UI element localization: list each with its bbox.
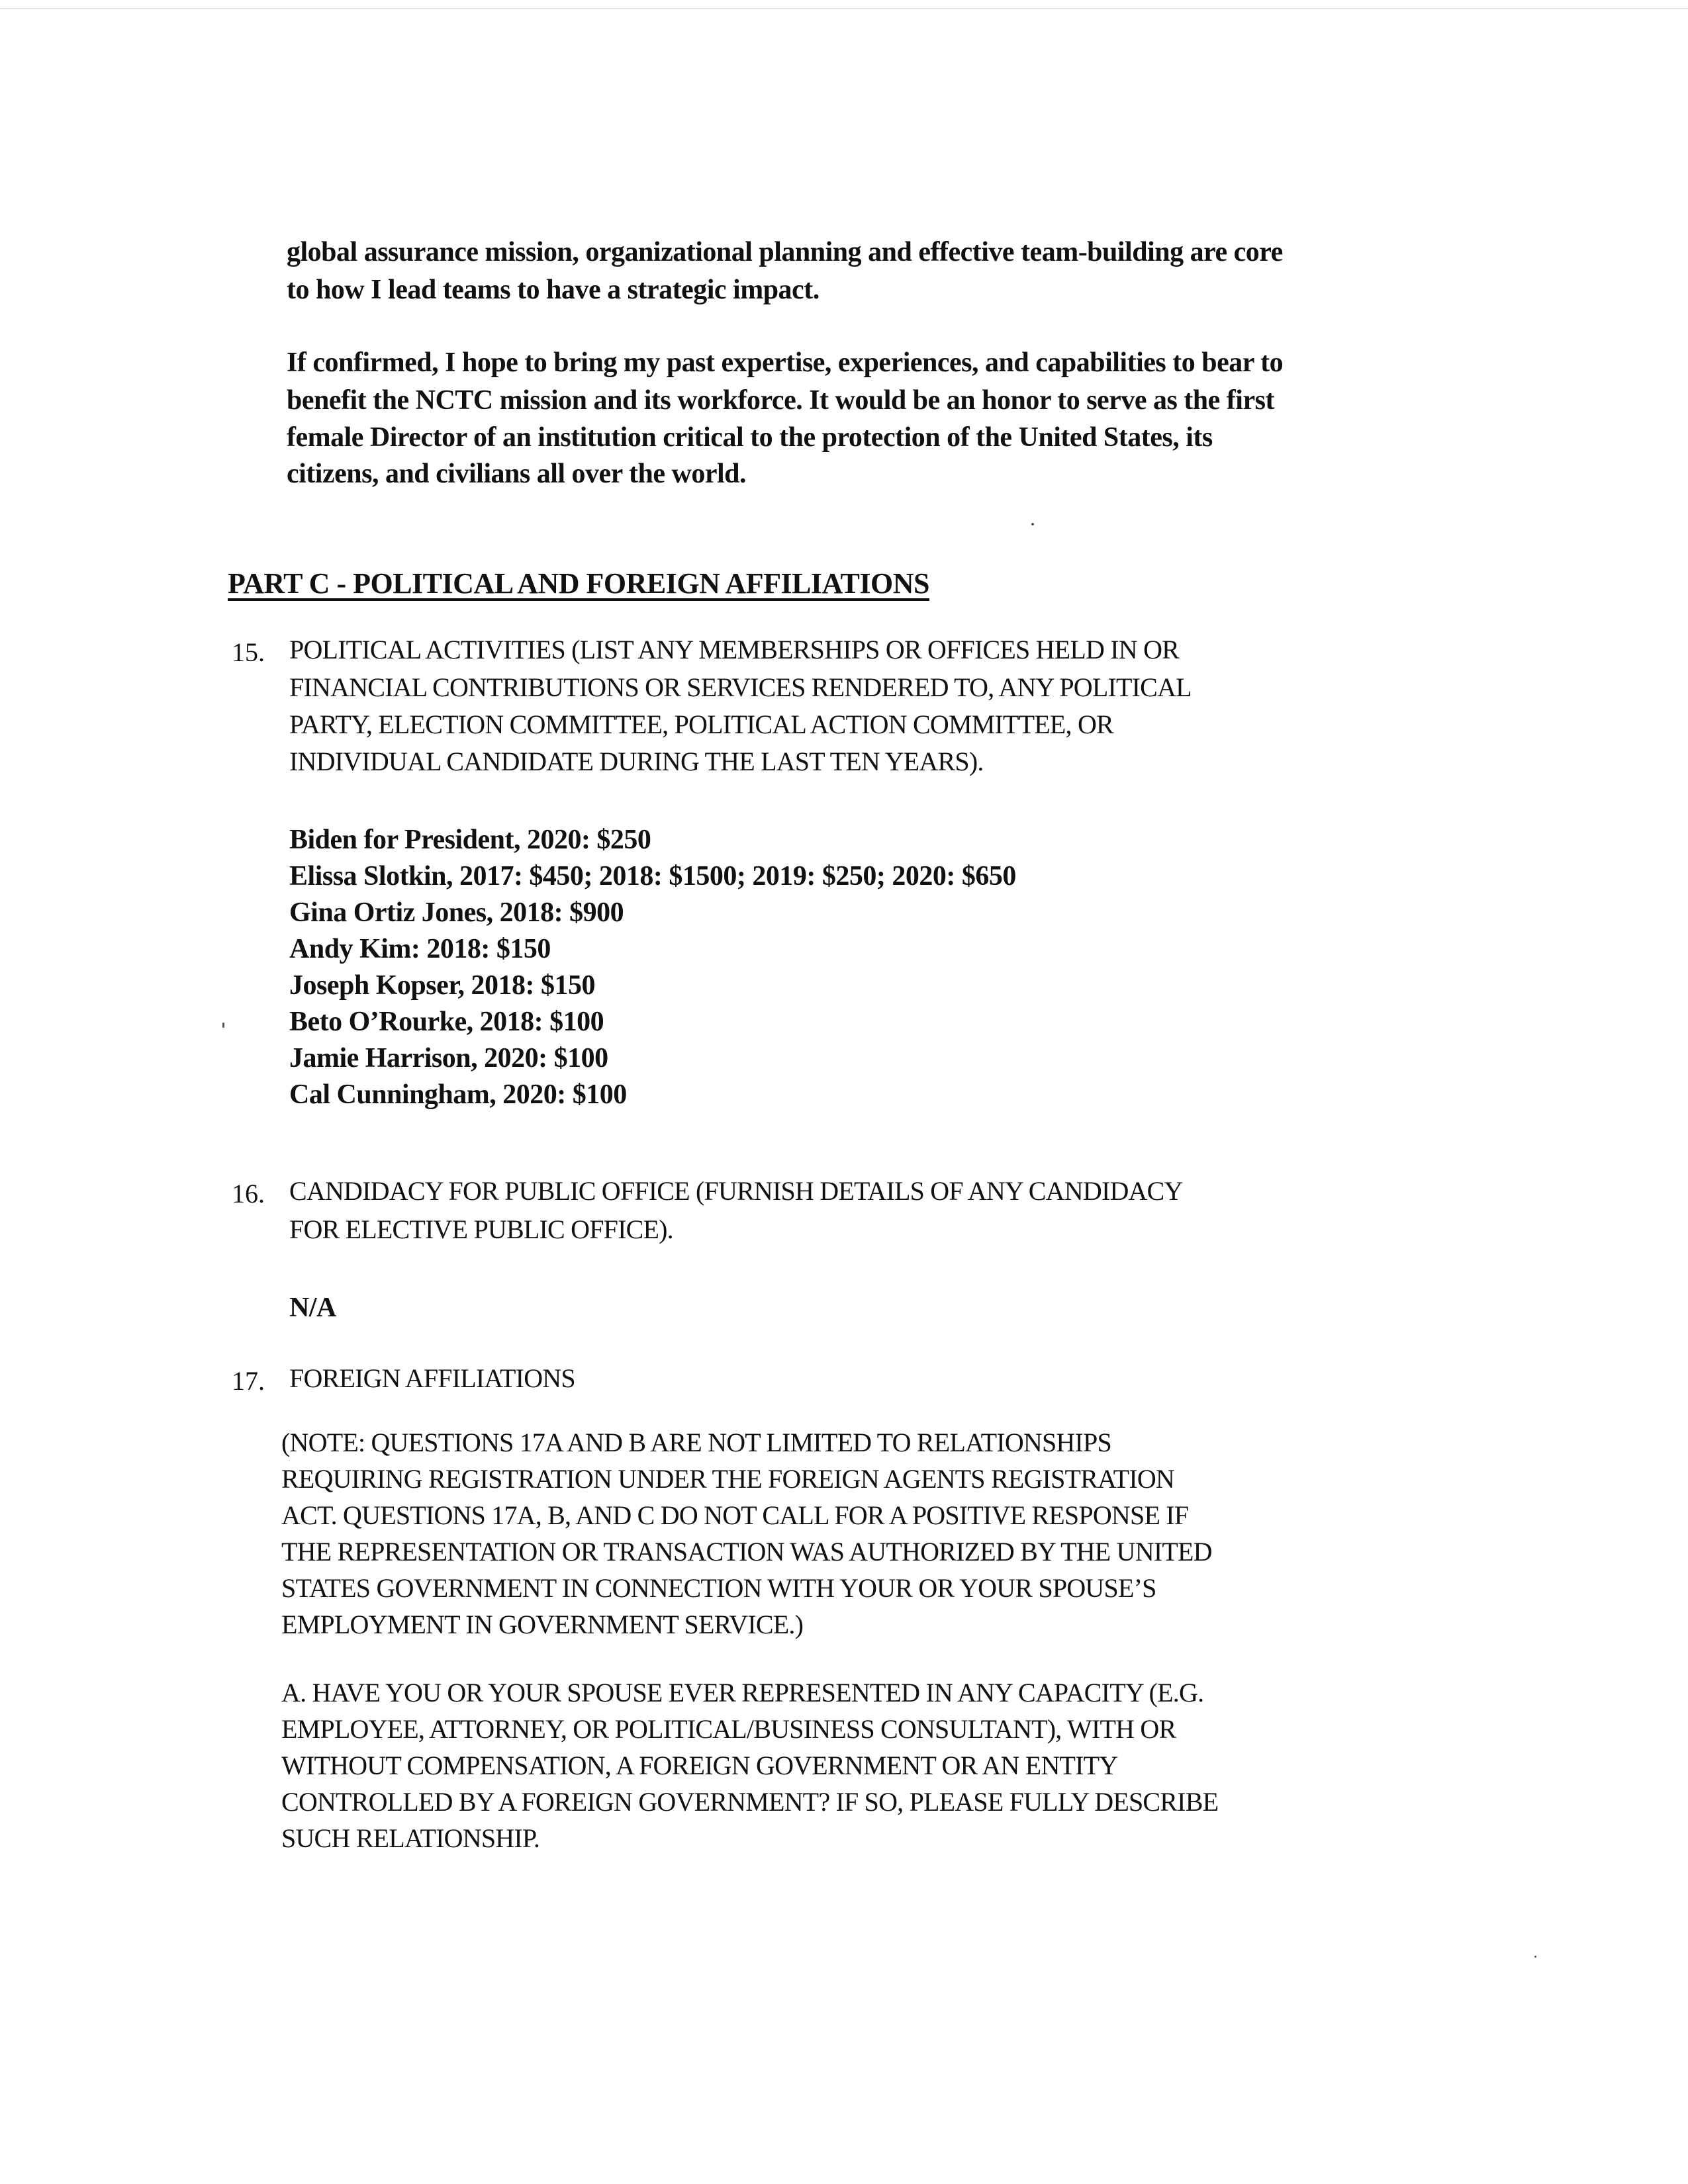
question-line: FOR ELECTIVE PUBLIC OFFICE).	[289, 1214, 673, 1244]
contribution-item: Beto O’Rourke, 2018: $100	[289, 1007, 604, 1037]
contribution-item: Gina Ortiz Jones, 2018: $900	[289, 897, 624, 928]
contribution-item: Jamie Harrison, 2020: $100	[289, 1043, 608, 1073]
scan-speck	[222, 1023, 224, 1028]
subquestion-line: WITHOUT COMPENSATION, A FOREIGN GOVERNMENT OR AN ENTITY	[281, 1751, 1118, 1780]
paragraph-line: benefit the NCTC mission and its workforce. It would be an honor to serve as the first	[287, 385, 1274, 416]
subquestion-line: EMPLOYEE, ATTORNEY, OR POLITICAL/BUSINESS CONSULTANT), WITH OR	[281, 1714, 1176, 1744]
subquestion-line: CONTROLLED BY A FOREIGN GOVERNMENT? IF SO, PLEASE FULLY DESCRIBE	[281, 1787, 1219, 1817]
question-title: FOREIGN AFFILIATIONS	[289, 1363, 575, 1393]
paragraph-line: citizens, and civilians all over the world.	[287, 459, 747, 489]
paragraph-line: If confirmed, I hope to bring my past expertise, experiences, and capabilities to bear to	[287, 347, 1284, 378]
contribution-item: Cal Cunningham, 2020: $100	[289, 1079, 627, 1110]
answer-text: N/A	[289, 1293, 336, 1323]
note-line: THE REPRESENTATION OR TRANSACTION WAS AUTHORIZED BY THE UNITED	[281, 1537, 1212, 1567]
scan-speck	[1031, 523, 1034, 525]
question-line: PARTY, ELECTION COMMITTEE, POLITICAL ACTION COMMITTEE, OR	[289, 709, 1113, 739]
question-number: 17.	[232, 1366, 265, 1396]
note-line: STATES GOVERNMENT IN CONNECTION WITH YOUR OR YOUR SPOUSE’S	[281, 1573, 1156, 1603]
subquestion-line: A. HAVE YOU OR YOUR SPOUSE EVER REPRESENTED IN ANY CAPACITY (E.G.	[281, 1678, 1204, 1707]
note-line: REQUIRING REGISTRATION UNDER THE FOREIGN AGENTS REGISTRATION	[281, 1464, 1175, 1494]
contribution-item: Elissa Slotkin, 2017: $450; 2018: $1500; 2019: $250; 2020: $650	[289, 861, 1016, 891]
contribution-item: Biden for President, 2020: $250	[289, 825, 651, 855]
contribution-item: Andy Kim: 2018: $150	[289, 934, 551, 964]
note-line: (NOTE: QUESTIONS 17A AND B ARE NOT LIMITED TO RELATIONSHIPS	[281, 1428, 1111, 1457]
section-heading: PART C - POLITICAL AND FOREIGN AFFILIATIONS	[228, 567, 930, 600]
question-line: INDIVIDUAL CANDIDATE DURING THE LAST TEN YEARS).	[289, 747, 984, 776]
paragraph-line: to how I lead teams to have a strategic impact.	[287, 275, 820, 305]
question-line: CANDIDACY FOR PUBLIC OFFICE (FURNISH DETAILS OF ANY CANDIDACY	[289, 1176, 1183, 1206]
paragraph-line: global assurance mission, organizational planning and effective team-building are core	[287, 237, 1283, 267]
question-line: POLITICAL ACTIVITIES (LIST ANY MEMBERSHIPS OR OFFICES HELD IN OR	[289, 635, 1180, 664]
contribution-item: Joseph Kopser, 2018: $150	[289, 970, 595, 1001]
page-edge	[0, 8, 1688, 9]
note-line: EMPLOYMENT IN GOVERNMENT SERVICE.)	[281, 1610, 804, 1639]
question-number: 15.	[232, 637, 265, 667]
scan-speck	[1534, 1956, 1536, 1958]
note-line: ACT. QUESTIONS 17A, B, AND C DO NOT CALL FOR A POSITIVE RESPONSE IF	[281, 1500, 1189, 1530]
question-line: FINANCIAL CONTRIBUTIONS OR SERVICES RENDERED TO, ANY POLITICAL	[289, 672, 1192, 702]
paragraph-line: female Director of an institution critical to the protection of the United States, its	[287, 422, 1213, 453]
question-number: 16.	[232, 1179, 265, 1208]
subquestion-line: SUCH RELATIONSHIP.	[281, 1823, 540, 1853]
